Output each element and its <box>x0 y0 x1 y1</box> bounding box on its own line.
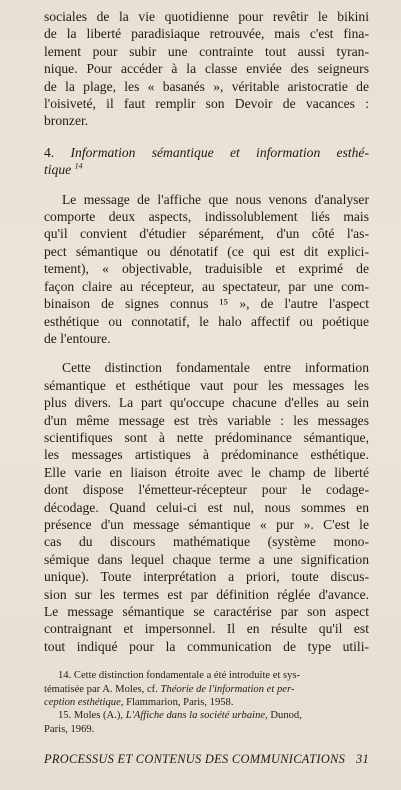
text-line: d'un même message est très variable : les messages <box>44 412 369 428</box>
footnote-book-title: L'Affiche dans la société urbaine, <box>125 710 268 722</box>
section-heading <box>44 144 369 179</box>
text-line: sémantique et esthétique vaut pour les messages les <box>44 377 369 393</box>
page-footer <box>44 752 369 767</box>
section-title-line2: tique <box>44 162 72 178</box>
text-line: unique). Toute interprétation a priori, toute discus- <box>44 569 369 585</box>
page-number: 31 <box>356 752 369 766</box>
text-line: façon claire au récepteur, au spectateur, par une com- <box>44 278 369 294</box>
footnote-line: tématisée par A. Moles, cf. <box>44 683 158 695</box>
footnote-15 <box>44 709 369 736</box>
text-line: de la liberté paradisiaque retrouvée, mais c'est fina- <box>44 26 369 42</box>
text-line: cas du discours mathématique (système mono- <box>44 534 369 550</box>
running-title: PROCESSUS ET CONTENUS DES COMMUNICATIONS <box>44 752 346 766</box>
text-line: esthétique ou connotatif, le halo affectif ou poétique <box>44 313 369 329</box>
footnote-book-title: ception esthétique, <box>44 697 124 709</box>
text-line: binaison de signes connus ¹⁵ », de l'autre l'aspect <box>44 296 369 312</box>
paragraph-gap <box>44 347 369 359</box>
text-line: tement), « objectivable, traduisible et exprimé de <box>44 261 369 277</box>
text-line: de la plage, les « basanés », véritable aristocratie de <box>44 78 369 94</box>
text-line: bronzer. <box>44 113 89 129</box>
text-line: les messages artistiques à prédominance esthétique. <box>44 447 369 463</box>
text-line: comporte deux aspects, indissolublement liés mais <box>44 209 369 225</box>
footnote-book-title: Théorie de l'information et per- <box>160 683 295 695</box>
footnote-ref: 14 <box>74 161 83 171</box>
footnote-line: Paris, 1969. <box>44 723 95 735</box>
footnote-14 <box>44 669 369 709</box>
text-line: présence d'un message sémantique « pur ». C'est le <box>44 516 369 532</box>
footnote-line: 14. Cette distinction fondamentale a été introduite et sys- <box>58 670 301 682</box>
text-line: sémique dans lequel chaque terme a une signification <box>44 551 369 567</box>
text-line: Elle varie en liaison étroite avec le champ de liberté <box>44 464 369 480</box>
text-line: Le message de l'affiche que nous venons d'analyser <box>62 191 369 207</box>
paragraph-intro <box>44 8 369 130</box>
text-line: lement pour subir une contrainte tout aussi tyran- <box>44 43 369 59</box>
text-line: plus divers. La part qu'occupe chacune d'elles au sein <box>44 395 369 411</box>
text-line: Cette distinction fondamentale entre information <box>62 360 369 376</box>
text-line: contraignant et impersonnel. Il en résulte qu'il est <box>44 621 369 637</box>
text-line: nique. Pour accéder à la classe enviée des seigneurs <box>44 61 369 77</box>
text-line: qu'il convient d'étudier séparément, d'un côté l'as- <box>44 226 369 242</box>
text-line: sion sur les termes est par définition réglée d'avance. <box>44 586 369 602</box>
section-title-line1: Information sémantique et information esthé- <box>70 144 369 160</box>
paragraph-message <box>44 191 369 348</box>
footnote-line: Flammarion, Paris, 1958. <box>126 697 234 709</box>
text-line: décodage. Quand celui-ci est nul, nous sommes en <box>44 499 369 515</box>
footnotes <box>44 669 369 736</box>
paragraph-distinction <box>44 359 369 655</box>
text-line: l'oisiveté, il faut remplir son Devoir de vacances : <box>44 96 369 112</box>
footnote-line: Dunod, <box>270 710 302 722</box>
text-line: de l'entoure. <box>44 330 111 346</box>
footnote-line: 15. Moles (A.), <box>58 710 124 722</box>
section-number: 4. <box>44 144 55 160</box>
text-line: dont dispose l'émetteur-récepteur pour le codage- <box>44 482 369 498</box>
text-line: scientifiques sont à nette prédominance sémantique, <box>44 429 369 445</box>
text-line: pect sémantique ou dénotatif (ce qui est dit explici- <box>44 243 369 259</box>
text-line: Le message sémantique se caractérise par son aspect <box>44 604 369 619</box>
text-line: tout indiqué pour la communication de type utili- <box>44 638 369 654</box>
text-line: sociales de la vie quotidienne pour revêtir le bikini <box>44 9 369 24</box>
